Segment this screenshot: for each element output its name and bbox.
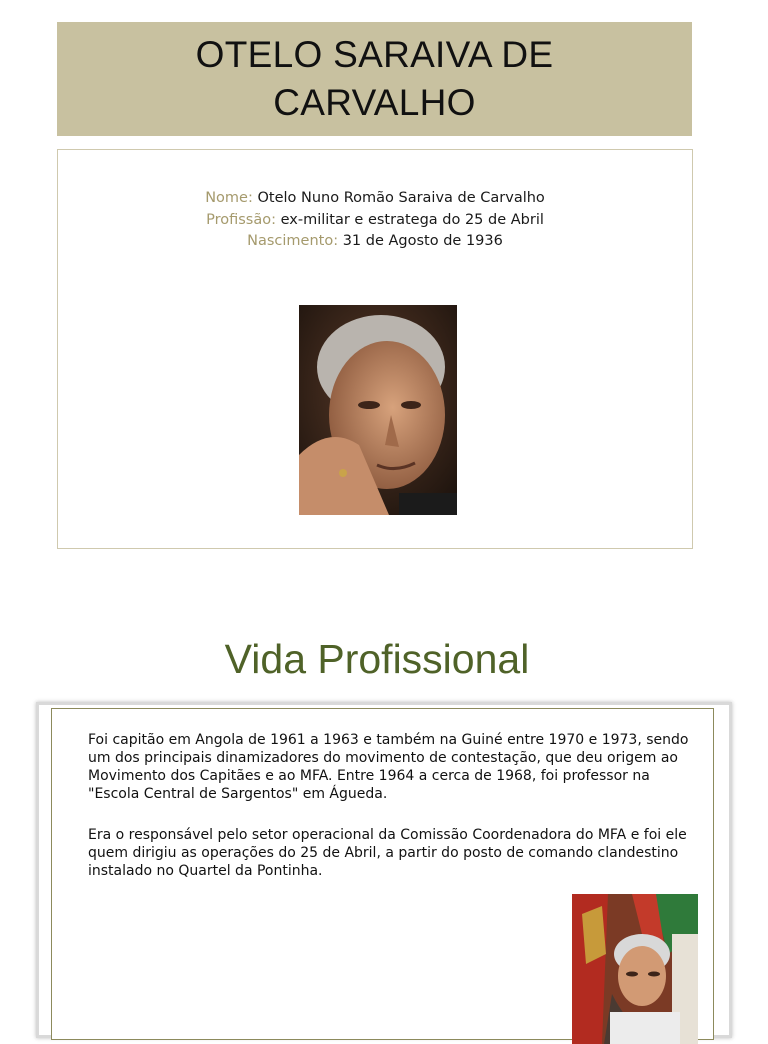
name-label: Nome:: [205, 190, 253, 206]
name-value: Otelo Nuno Romão Saraiva de Carvalho: [257, 190, 545, 206]
command-post-photo: [572, 894, 698, 1044]
page-title-line-2: CARVALHO: [273, 82, 476, 123]
profile-card: [57, 149, 693, 549]
career-paragraph-2: Era o responsável pelo setor operacional da Comissão Coordenadora do MFA e foi ele quem dirigiu as operações do 25 de Abril, a partir do posto de comando clandestino instalado no Quartel da Pontinha.: [88, 827, 687, 879]
birth-label: Nascimento:: [247, 233, 339, 249]
text-frame: [51, 708, 714, 1040]
profession-row: [58, 210, 692, 232]
section-title: Vida Profissional: [224, 636, 530, 682]
title-banner: [57, 22, 692, 136]
profile-details: [58, 188, 692, 253]
career-paragraph-1: Foi capitão em Angola de 1961 a 1963 e também na Guiné entre 1970 e 1973, sendo um dos principais dinamizadores do movimento de contestação, que deu origem ao Movimento dos Capitães e ao MFA. Entre 1964 a cerca de 1968, foi professor na "Escola Central de Sargentos" em Águeda.: [88, 732, 689, 802]
page-title-line-1: OTELO SARAIVA DE: [195, 34, 554, 75]
profession-value: ex-militar e estratega do 25 de Abril: [280, 211, 544, 228]
birth-row: [58, 231, 692, 253]
profession-label: Profissão:: [206, 211, 276, 228]
name-row: [58, 188, 692, 210]
portrait-photo: [299, 305, 457, 515]
birth-value: 31 de Agosto de 1936: [342, 233, 503, 249]
